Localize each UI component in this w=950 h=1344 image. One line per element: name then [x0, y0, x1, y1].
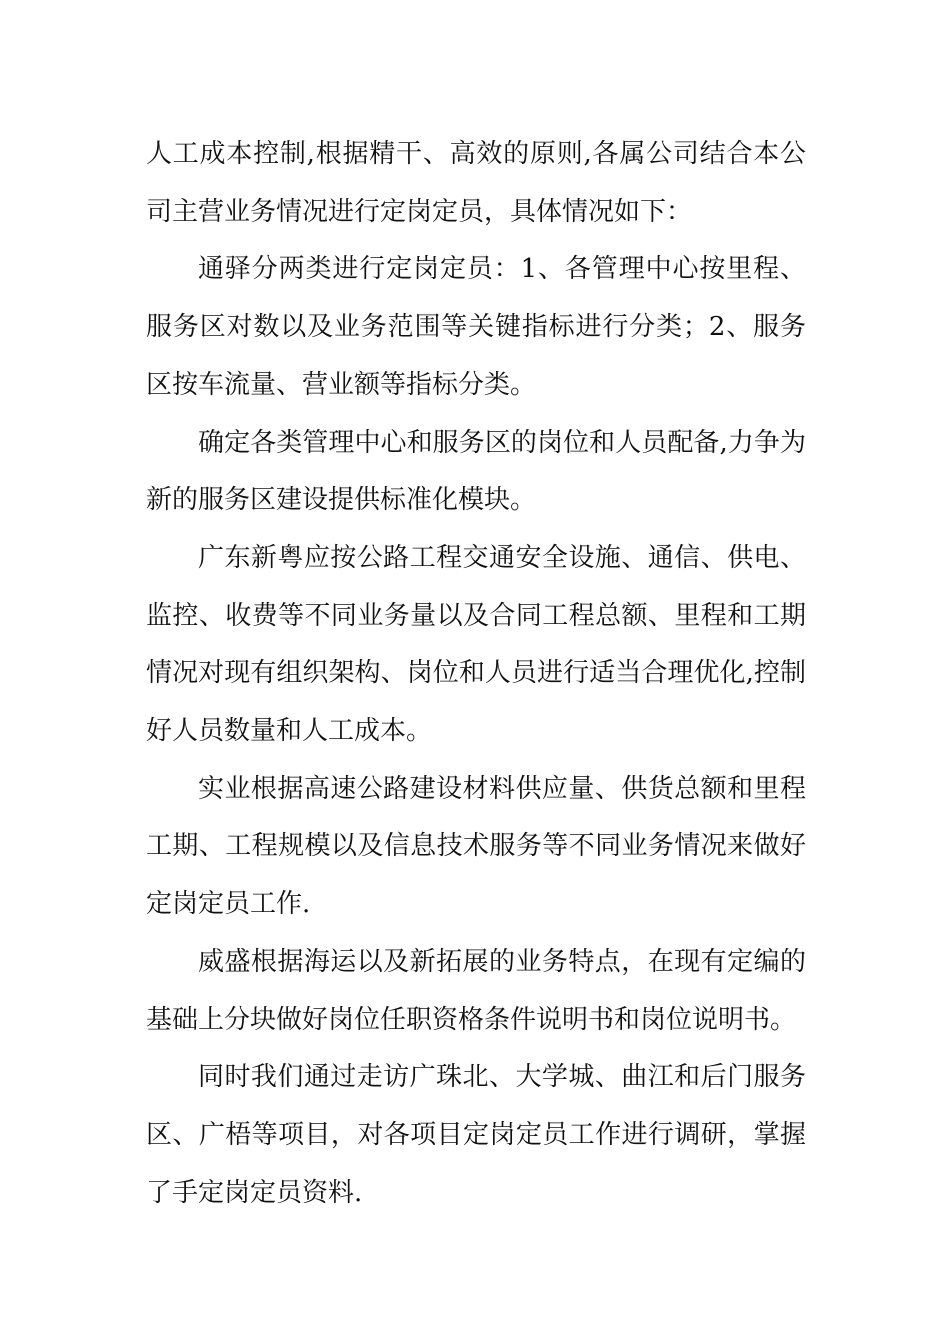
- paragraph-tongyi: 通驿分两类进行定岗定员：1、各管理中心按里程、服务区对数以及业务范围等关键指标进行分类；2、服务区按车流量、营业额等指标分类。: [146, 254, 806, 400]
- paragraph-guangdong-xinyue: 广东新粤应按公路工程交通安全设施、通信、供电、监控、收费等不同业务量以及合同工程总额、里程和工期情况对现有组织架构、岗位和人员进行适当合理优化,控制好人员数量和人工成本。: [146, 542, 806, 747]
- paragraph-research: 同时我们通过走访广珠北、大学城、曲江和后门服务区、广梧等项目，对各项目定岗定员工作进行调研，掌握了手定岗定员资料.: [146, 1062, 806, 1208]
- paragraph-industry: 实业根据高速公路建设材料供应量、供货总额和里程工期、工程规模以及信息技术服务等不同业务情况来做好定岗定员工作.: [146, 773, 806, 920]
- paragraph-weisheng: 威盛根据海运以及新拓展的业务特点，在现有定编的基础上分块做好岗位任职资格条件说明书和岗位说明书。: [146, 946, 806, 1035]
- paragraph-continuation: 人工成本控制,根据精干、高效的原则,各属公司结合本公司主营业务情况进行定岗定员，具体情况如下：: [146, 139, 806, 227]
- paragraph-staffing: 确定各类管理中心和服务区的岗位和人员配备,力争为新的服务区建设提供标准化模块。: [146, 427, 806, 516]
- document-body: [146, 126, 806, 1222]
